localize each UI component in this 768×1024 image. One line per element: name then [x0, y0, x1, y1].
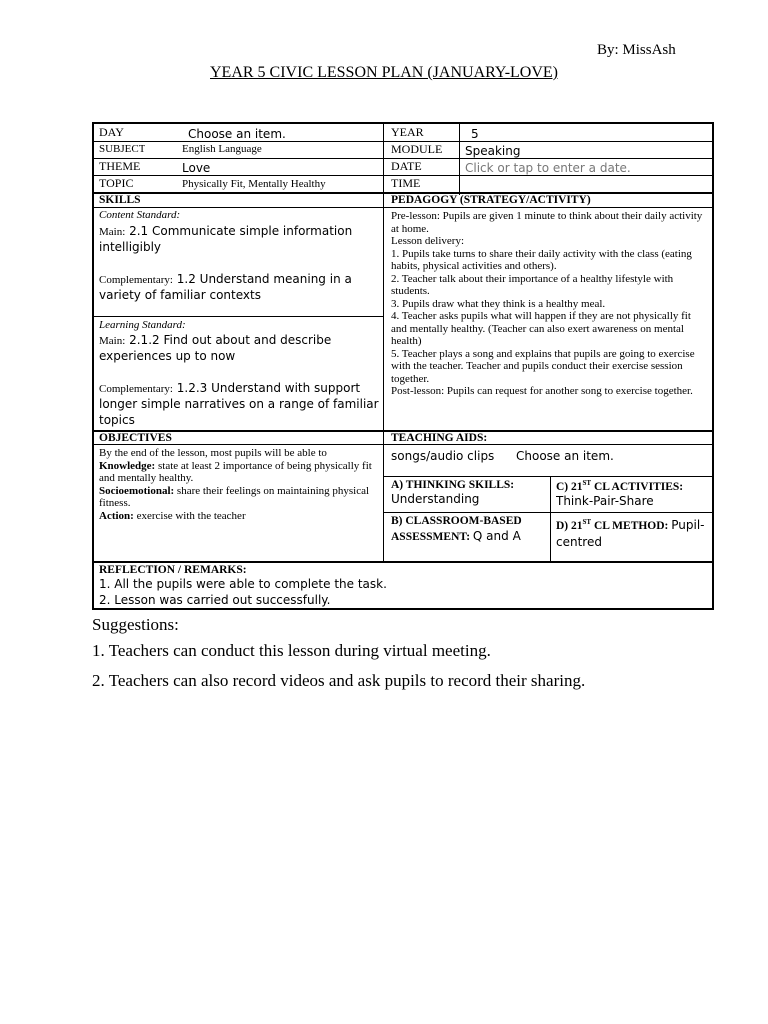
module-label: MODULE	[391, 142, 443, 156]
ls-comp-label: Complementary:	[99, 382, 173, 395]
objectives-heading: OBJECTIVES	[99, 432, 172, 444]
socio-value: share their feelings on maintaining physical fitness.	[99, 484, 370, 509]
objective-action	[99, 510, 379, 523]
topic-label: TOPIC	[99, 176, 134, 190]
content-standard-block	[99, 209, 377, 303]
suggestions-section	[92, 612, 732, 694]
comp-label: Complementary:	[99, 273, 173, 286]
thinking-skills-cell	[391, 479, 549, 507]
knowledge-value: state at least 2 importance of being physically fit and mentally healthy.	[99, 459, 372, 484]
lesson-plan-table	[92, 122, 714, 610]
cl-method-label: D) 21ST CL METHOD: Pupil-centred	[556, 517, 705, 549]
cl-activities-label: C) 21ST CL ACTIVITIES:	[556, 479, 684, 493]
date-picker[interactable]: Click or tap to enter a date.	[465, 161, 631, 175]
objectives-content	[99, 447, 379, 522]
theme-value[interactable]: Love	[182, 161, 211, 175]
year-label: YEAR	[391, 125, 424, 139]
reflection-item-2[interactable]: 2. Lesson was carried out successfully.	[99, 593, 331, 607]
teaching-aids-heading: TEACHING AIDS:	[391, 432, 488, 444]
thinking-skills-label: A) THINKING SKILLS:	[391, 479, 515, 491]
pedagogy-heading: PEDAGOGY (STRATEGY/ACTIVITY)	[391, 194, 591, 206]
content-standard-main	[99, 223, 377, 255]
pedagogy-content	[391, 210, 709, 398]
pedagogy-line: 3. Pupils draw what they think is a healthy meal.	[391, 297, 606, 310]
year-value[interactable]: 5	[471, 127, 479, 141]
pedagogy-line: 5. Teacher plays a song and explains that pupils are going to exercise with the teacher. Teacher and pupils conduct their exercise session together.	[391, 347, 695, 385]
reflection-block	[99, 564, 709, 608]
assessment-value[interactable]: Q and A	[472, 529, 521, 543]
teaching-aid-2-dropdown[interactable]: Choose an item.	[516, 449, 614, 463]
action-value: exercise with the teacher	[136, 509, 246, 522]
socio-label: Socioemotional:	[99, 484, 175, 497]
pedagogy-line: 1. Pupils take turns to share their daily activity with the class (eating habits, physical activities and others).	[391, 247, 692, 272]
objectives-intro: By the end of the lesson, most pupils will be able to	[99, 447, 327, 459]
date-label: DATE	[391, 159, 422, 173]
comp-value[interactable]: 1.2 Understand meaning in a variety of familiar contexts	[99, 271, 352, 302]
cl-method-cell	[556, 514, 710, 551]
document-title	[0, 64, 768, 82]
learning-standard-main	[99, 332, 379, 364]
pedagogy-line: Pre-lesson: Pupils are given 1 minute to think about their daily activity at home.	[391, 210, 703, 235]
suggestion-item-2: 2. Teachers can also record videos and ask pupils to record their sharing.	[92, 671, 586, 690]
objective-socio	[99, 485, 379, 510]
assessment-label: B) CLASSROOM-BASED ASSESSMENT: Q and A	[391, 515, 522, 543]
skills-heading: SKILLS	[99, 194, 141, 206]
cl-method-value[interactable]: Pupil-centred	[556, 517, 705, 549]
suggestion-item-1: 1. Teachers can conduct this lesson during virtual meeting.	[92, 641, 491, 660]
pedagogy-line: 4. Teacher asks pupils what will happen if they are not physically fit and mentally healthy. (Teacher can also exert awareness on mental health)	[391, 310, 691, 347]
content-standard-label: Content Standard:	[99, 209, 181, 221]
cl-activities-value[interactable]: Think-Pair-Share	[556, 493, 654, 508]
pedagogy-line: 2. Teacher talk about their importance of a healthy lifestyle with students.	[391, 272, 674, 297]
pedagogy-line: Lesson delivery:	[391, 235, 465, 247]
cl-activities-cell	[556, 479, 710, 509]
subject-label: SUBJECT	[99, 143, 146, 155]
ls-main-value[interactable]: 2.1.2 Find out about and describe experiences up to now	[99, 332, 332, 363]
objective-knowledge	[99, 460, 379, 485]
topic-value[interactable]: Physically Fit, Mentally Healthy	[182, 178, 326, 190]
learning-standard-block	[99, 319, 379, 428]
knowledge-label: Knowledge:	[99, 459, 156, 472]
day-label: DAY	[99, 125, 124, 139]
theme-label: THEME	[99, 159, 141, 173]
main-value[interactable]: 2.1 Communicate simple information intelligibly	[99, 223, 353, 254]
teaching-aid-1[interactable]: songs/audio clips	[391, 449, 495, 463]
main-label: Main:	[99, 225, 126, 238]
module-value[interactable]: Speaking	[465, 144, 521, 158]
learning-standard-comp	[99, 380, 379, 428]
title-text: YEAR 5 CIVIC LESSON PLAN (JANUARY-LOVE)	[210, 64, 558, 81]
day-dropdown[interactable]: Choose an item.	[188, 127, 286, 141]
thinking-skills-value[interactable]: Understanding	[391, 492, 480, 506]
pedagogy-line: Post-lesson: Pupils can request for another song to exercise together.	[391, 385, 693, 397]
author-credit: By: MissAsh	[597, 42, 676, 58]
ls-main-label: Main:	[99, 334, 126, 347]
subject-value[interactable]: English Language	[182, 143, 262, 155]
suggestions-heading: Suggestions:	[92, 615, 179, 634]
content-standard-comp	[99, 271, 377, 303]
reflection-item-1[interactable]: 1. All the pupils were able to complete the task.	[99, 577, 387, 591]
assessment-cell	[391, 514, 549, 544]
ls-comp-value[interactable]: 1.2.3 Understand with support longer simple narratives on a range of familiar topics	[99, 380, 379, 427]
action-label: Action:	[99, 509, 134, 522]
learning-standard-label: Learning Standard:	[99, 319, 186, 331]
time-label: TIME	[391, 176, 421, 190]
reflection-heading: REFLECTION / REMARKS:	[99, 564, 247, 576]
